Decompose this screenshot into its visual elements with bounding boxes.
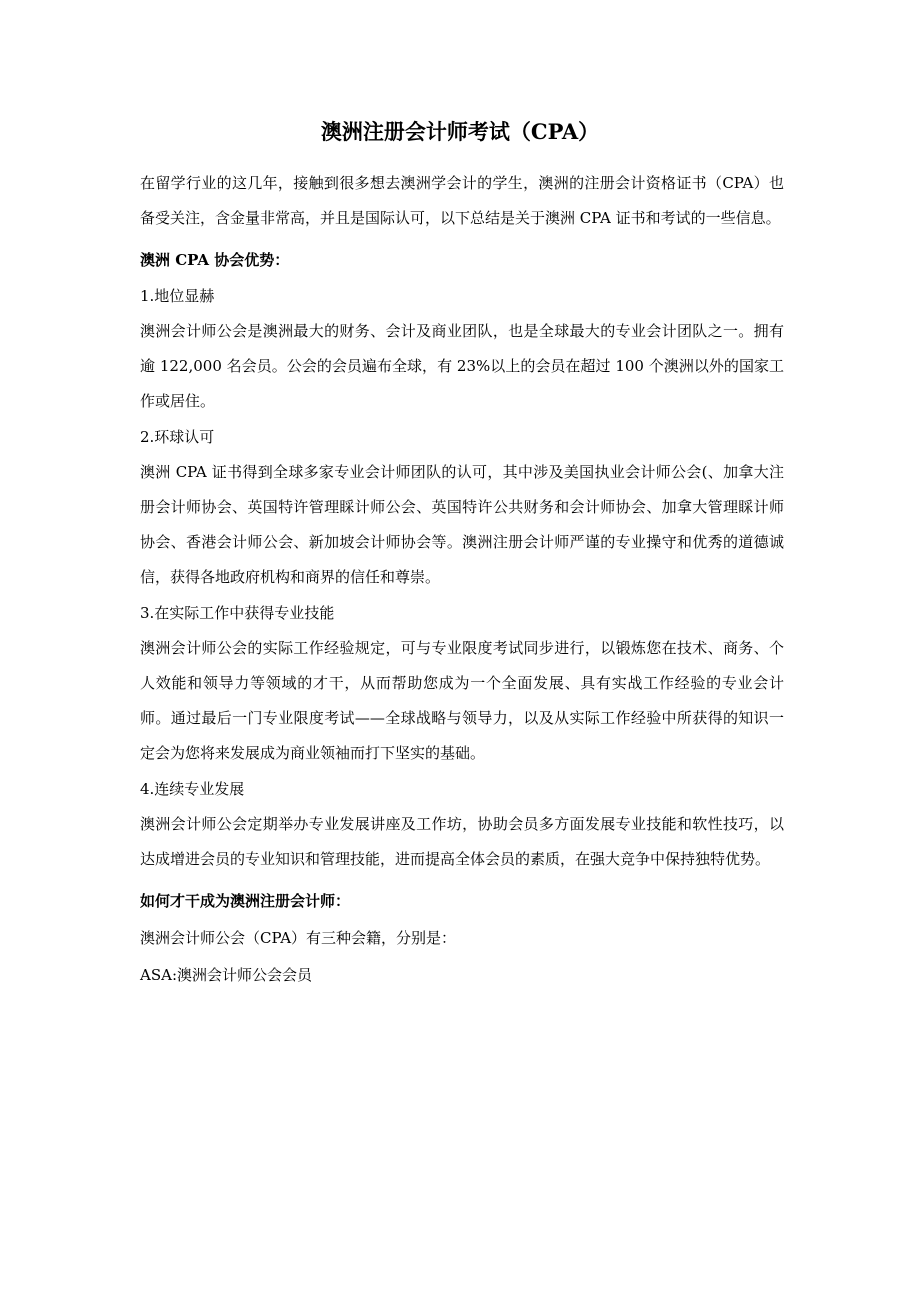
- intro-paragraph: 在留学行业的这几年，接触到很多想去澳洲学会计的学生，澳洲的注册会计资格证书（CPA）也备受关注，含金量非常高，并且是国际认可，以下总结是关于澳洲 CPA 证书和考试的一些信息。: [140, 174, 784, 227]
- item-text-2: 澳洲 CPA 证书得到全球多家专业会计师团队的认可，其中涉及美国执业会计师公会(、加拿大注册会计师协会、英国特许管理睬计师公会、英国特许公共财务和会计师协会、加拿大管理睬计师协会、香港会计师公会、新加坡会计师协会等。澳洲注册会计师严谨的专业操守和优秀的道德诚信，获得各地政府机构和商界的信任和尊崇。: [140, 463, 784, 586]
- item-title-2: 2.环球认可: [140, 428, 215, 446]
- item-title-4: 4.连续专业发展: [140, 780, 245, 798]
- section-heading-advantages: 澳洲 CPA 协会优势：: [140, 251, 290, 269]
- item-text-3: 澳洲会计师公会的实际工作经验规定，可与专业限度考试同步进行，以锻炼您在技术、商务、个人效能和领导力等领域的才干，从而帮助您成为一个全面发展、具有实战工作经验的专业会计师。通过最后一门专业限度考试——全球战略与领导力，以及从实际工作经验中所获得的知识一定会为您将来发展成为商业领袖而打下坚实的基础。: [140, 639, 784, 762]
- document-body: [140, 166, 784, 993]
- section-heading-how-to: 如何才干成为澳洲注册会计师：: [140, 892, 351, 910]
- membership-intro: 澳洲会计师公会（CPA）有三种会籍，分别是：: [140, 929, 457, 947]
- item-text-4: 澳洲会计师公会定期举办专业发展讲座及工作坊，协助会员多方面发展专业技能和软性技巧，以达成增进会员的专业知识和管理技能，进而提高全体会员的素质，在强大竞争中保持独特优势。: [140, 815, 784, 868]
- item-title-3: 3.在实际工作中获得专业技能: [140, 604, 335, 622]
- membership-asa: ASA:澳洲会计师公会会员: [140, 966, 312, 984]
- item-text-1: 澳洲会计师公会是澳洲最大的财务、会计及商业团队，也是全球最大的专业会计团队之一。拥有逾 122,000 名会员。公会的会员遍布全球，有 23%以上的会员在超过 100 个澳洲以外的国家工作或居住。: [140, 322, 784, 410]
- page-title: 澳洲注册会计师考试（CPA）: [320, 119, 600, 144]
- item-title-1: 1.地位显赫: [140, 287, 215, 305]
